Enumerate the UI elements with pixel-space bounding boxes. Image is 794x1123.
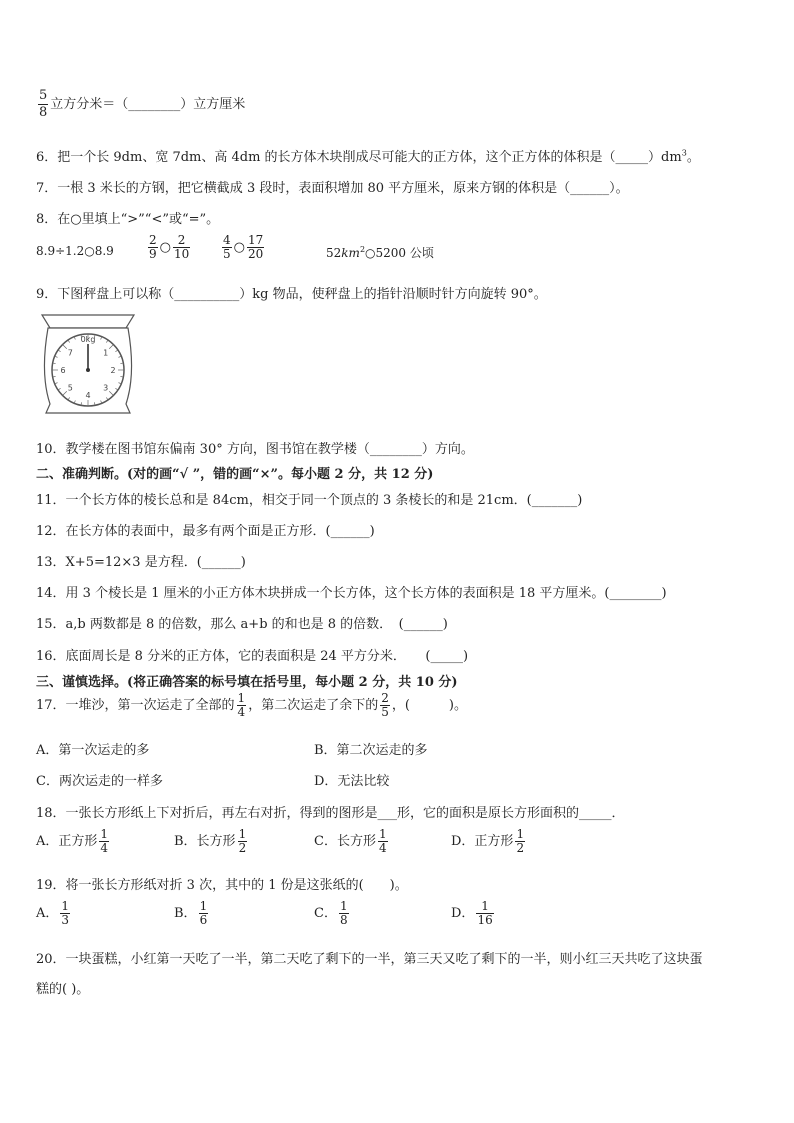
scale-pivot — [86, 368, 90, 372]
q18-option-b[interactable]: B．长方形 $\frac{1}{2}$ — [174, 827, 247, 855]
dial-number: 7 — [67, 348, 73, 358]
dial-number: 6 — [60, 366, 66, 375]
dial-number: 3 — [103, 383, 109, 393]
q19-option-d[interactable]: D． $\frac{1}{16}$ — [451, 899, 493, 927]
q19-option-a[interactable]: A． $\frac{1}{3}$ — [36, 899, 70, 927]
scale-top-label: 0kg — [80, 335, 96, 344]
question-20-line-1: 20．一块蛋糕，小红第一天吃了一半，第二天吃了剩下的一半，第三天又吃了剩下的一半，则小红三天共吃了这块蛋 — [36, 952, 703, 967]
dial-number: 5 — [67, 383, 73, 393]
question-16: 16．底面周长是 8 分米的正方体，它的表面积是 24 平方分米． (_____) — [36, 649, 469, 664]
question-15: 15．a,b 两数都是 8 的倍数，那么 a+b 的和也是 8 的倍数． (______) — [36, 617, 448, 632]
question-17: 17．一堆沙，第一次运走了全部的 $\frac{1}{4}$ ，第二次运走了余下的 $\frac{2}{5}$ ，( )。 — [36, 691, 467, 719]
fraction: $\frac{5}{8}$ — [39, 88, 48, 120]
dial-number: 1 — [103, 348, 109, 358]
question-13: 13．X+5=12×3 是方程．(______) — [36, 555, 246, 570]
q17-option-a[interactable]: A．第一次运走的多 — [36, 743, 150, 758]
q8-expr-3: $\frac{4}{5}$ ○ $\frac{17}{20}$ — [223, 233, 264, 261]
q8-expr-1: 8.9÷1.2○8.9 — [36, 244, 114, 258]
scale-pan — [42, 315, 134, 328]
q8-expr-4: $52km^2○5200$ 公顷 — [326, 245, 434, 260]
scale-illustration — [36, 312, 140, 416]
question-18: 18．一张长方形纸上下对折后，再左右对折，得到的图形是___形，它的面积是原长方形面积的_____． — [36, 806, 625, 821]
question-9: 9．下图秤盘上可以称（__________）kg 物品，使秤盘上的指针沿顺时针方向旋转 90°。 — [36, 287, 547, 302]
section-2-heading: 二、准确判断。(对的画“√ ”，错的画“×”。每小题 2 分，共 12 分) — [36, 467, 434, 482]
question-19: 19．将一张长方形纸对折 3 次，其中的 1 份是这张纸的( )。 — [36, 878, 408, 893]
q18-option-c[interactable]: C．长方形 $\frac{1}{4}$ — [314, 827, 387, 855]
q5-text: 立方分米＝（________）立方厘米 — [50, 97, 246, 112]
q18-option-d[interactable]: D．正方形 $\frac{1}{2}$ — [451, 827, 525, 855]
question-11: 11．一个长方体的棱长总和是 84cm，相交于同一个顶点的 3 条棱长的和是 21cm．(_______) — [36, 493, 583, 508]
q18-option-a[interactable]: A．正方形 $\frac{1}{4}$ — [36, 827, 109, 855]
q17-option-b[interactable]: B．第二次运走的多 — [314, 743, 428, 758]
question-14: 14．用 3 个棱长是 1 厘米的小正方体木块拼成一个长方体，这个长方体的表面积是 18 平方厘米。(________) — [36, 586, 667, 601]
dial-number: 4 — [85, 391, 91, 400]
q8-expr-2: $\frac{2}{9}$ ○ $\frac{2}{10}$ — [149, 233, 190, 261]
q19-option-c[interactable]: C． $\frac{1}{8}$ — [314, 899, 348, 927]
section-3-heading: 三、谨慎选择。(将正确答案的标号填在括号里，每小题 2 分，共 10 分) — [36, 675, 458, 690]
question-6: 6．把一个长 9dm、宽 7dm、高 4dm 的长方体木块削成尽可能大的正方体，这个正方体的体积是$(\_\_\_\_\_)dm^3$。 — [36, 148, 700, 165]
q17-option-c[interactable]: C．两次运走的一样多 — [36, 774, 163, 789]
question-8: 8．在○里填上“>”“<”或“=”。 — [36, 212, 220, 227]
q19-option-b[interactable]: B． $\frac{1}{6}$ — [174, 899, 208, 927]
question-12: 12．在长方体的表面中，最多有两个面是正方形．(______) — [36, 524, 375, 539]
question-10: 10．教学楼在图书馆东偏南 30° 方向，图书馆在教学楼（________）方向。 — [36, 442, 474, 457]
question-7: 7．一根 3 米长的方钢，把它横截成 3 段时，表面积增加 80 平方厘米，原来方钢的体积是（______）。 — [36, 181, 629, 196]
dial-number: 2 — [110, 366, 116, 375]
q17-option-d[interactable]: D．无法比较 — [314, 774, 390, 789]
q5-line — [36, 88, 245, 121]
question-20-line-2: 糕的( )。 — [36, 982, 90, 997]
